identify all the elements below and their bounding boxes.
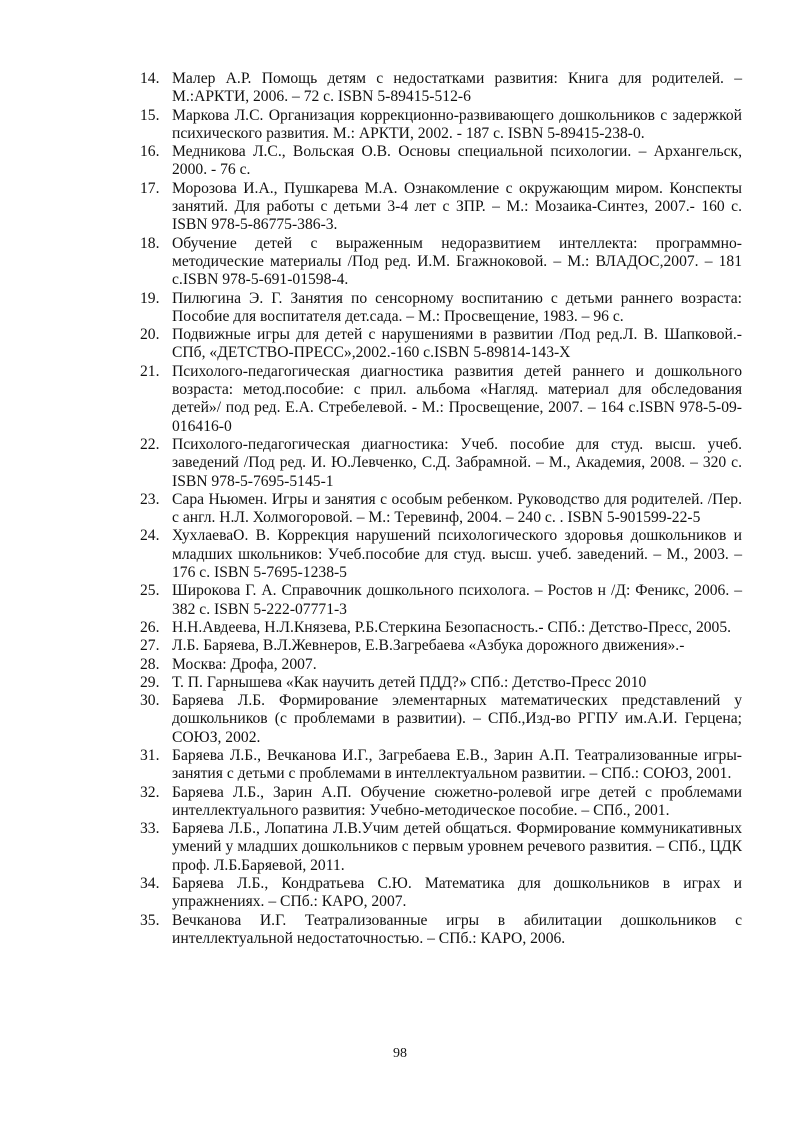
reference-number: 32. <box>140 783 160 801</box>
reference-item <box>140 674 742 692</box>
reference-text: Баряева Л.Б., Вечканова И.Г., Загребаева Е.В., Зарин А.П. Театрализованные игры-занятия с детьми с проблемами в интеллектуальном развитии. – СПб.: СОЮЗ, 2001. <box>172 746 742 783</box>
reference-number: 17. <box>140 179 160 197</box>
reference-number: 25. <box>140 582 160 600</box>
reference-number: 18. <box>140 234 160 252</box>
reference-number: 22. <box>140 435 160 453</box>
reference-item <box>140 912 742 949</box>
reference-number: 16. <box>140 143 160 161</box>
reference-item <box>140 875 742 912</box>
reference-text: Баряева Л.Б. Формирование элементарных математических представлений у дошкольников (с проблемами в развитии). – СПб.,Изд-во РГПУ им.А.И. Герцена; СОЮЗ, 2002. <box>172 692 742 746</box>
reference-item <box>140 326 742 363</box>
reference-number: 21. <box>140 362 160 380</box>
reference-text: Обучение детей с выраженным недоразвитием интеллекта: программно-методические материалы /Под ред. И.М. Бгажноковой. – М.: ВЛАДОС,2007. – 181 с.ISBN 978-5-691-01598-4. <box>172 234 742 289</box>
reference-item <box>140 784 742 821</box>
reference-text: Широкова Г. А. Справочник дошкольного психолога. – Ростов н /Д: Феникс, 2006. – 382 с. ISBN 5-222-07771-3 <box>172 582 742 618</box>
reference-number: 28. <box>140 655 160 673</box>
reference-number: 23. <box>140 490 160 508</box>
reference-item <box>140 491 742 528</box>
reference-item <box>140 363 742 436</box>
reference-number: 26. <box>140 618 160 636</box>
reference-item <box>140 436 742 491</box>
reference-text: Малер А.Р. Помощь детям с недостатками развития: Книга для родителей. – М.:АРКТИ, 2006. – 72 с. ISBN 5-89415-512-6 <box>172 70 742 106</box>
reference-text: Вечканова И.Г. Театрализованные игры в абилитации дошкольников с интеллектуальной недостаточностью. – СПб.: КАРО, 2006. <box>172 911 742 947</box>
reference-text: Т. П. Гарнышева «Как научить детей ПДД?» СПб.: Детство-Пресс 2010 <box>172 673 647 691</box>
reference-text: Н.Н.Авдеева, Н.Л.Князева, Р.Б.Стеркина Безопасность.- СПб.: Детство-Пресс, 2005. <box>172 618 732 636</box>
reference-text: Подвижные игры для детей с нарушениями в развитии /Под ред.Л. В. Шапковой.- СПб, «ДЕТСТВО-ПРЕСС»,2002.-160 с.ISBN 5-89814-143-Х <box>172 326 742 362</box>
reference-list <box>140 70 742 948</box>
reference-text: ХухлаеваО. В. Коррекция нарушений психологического здоровья дошкольников и младших школьников: Учеб.пособие для студ. высш. учеб. заведений. – М., 2003. – 176 с. ISBN 5-7695-1238-5 <box>172 527 742 582</box>
reference-text: Пилюгина Э. Г. Занятия по сенсорному воспитанию с детьми раннего возраста: Пособие для воспитателя дет.сада. – М.: Просвещение, 1983. – 96 с. <box>172 289 742 325</box>
reference-text: Москва: Дрофа, 2007. <box>172 655 317 673</box>
reference-text: Баряева Л.Б., Кондратьева С.Ю. Математика для дошкольников в играх и упражнениях. – СПб.: КАРО, 2007. <box>172 875 742 911</box>
reference-item <box>140 70 742 107</box>
reference-number: 24. <box>140 527 160 545</box>
reference-item <box>140 747 742 784</box>
reference-number: 31. <box>140 746 160 764</box>
reference-item <box>140 637 742 655</box>
reference-item <box>140 143 742 180</box>
reference-item <box>140 180 742 235</box>
reference-text: Морозова И.А., Пушкарева М.А. Ознакомление с окружающим миром. Конспекты занятий. Для работы с детьми 3-4 лет с ЗПР. – М.: Мозаика-Синтез, 2007.- 160 с. ISBN 978-5-86775-386-3. <box>172 179 742 234</box>
reference-item <box>140 527 742 582</box>
reference-text: Маркова Л.С. Организация коррекционно-развивающего дошкольников с задержкой психического развития. М.: АРКТИ, 2002. - 187 с. ISBN 5-89415-238-0. <box>172 106 742 142</box>
reference-number: 29. <box>140 673 160 691</box>
reference-item <box>140 619 742 637</box>
reference-number: 33. <box>140 820 160 838</box>
reference-number: 14. <box>140 70 160 87</box>
reference-text: Психолого-педагогическая диагностика развития детей раннего и дошкольного возраста: метод.пособие: с прил. альбома «Нагляд. материал для обследования детей»/ под ред. Е.А. Стребелевой. - М.: Просвещение, 2007. – 164 с.ISBN 978-5-09-016416-0 <box>172 362 742 435</box>
reference-text: Баряева Л.Б., Лопатина Л.В.Учим детей общаться. Формирование коммуникативных умений у младших дошкольников с первым уровнем речевого развития. – СПб., ЦДК проф. Л.Б.Баряевой, 2011. <box>172 820 742 874</box>
reference-number: 34. <box>140 875 160 893</box>
reference-item <box>140 235 742 290</box>
reference-number: 30. <box>140 692 160 710</box>
reference-number: 19. <box>140 289 160 307</box>
reference-text: Психолого-педагогическая диагностика: Учеб. пособие для студ. высш. учеб. заведений /Под ред. И. Ю.Левченко, С.Д. Забрамной. – М., Академия, 2008. – 320 с. ISBN 978-5-7695-5145-1 <box>172 435 742 490</box>
reference-text: Медникова Л.С., Вольская О.В. Основы специальной психологии. – Архангельск, 2000. - 76 с. <box>172 143 742 179</box>
reference-text: Баряева Л.Б., Зарин А.П. Обучение сюжетно-ролевой игре детей с проблемами интеллектуального развития: Учебно-методическое пособие. – СПб., 2001. <box>172 783 742 819</box>
page-number: 98 <box>393 1046 407 1061</box>
reference-number: 27. <box>140 637 160 655</box>
reference-text: Л.Б. Баряева, В.Л.Жевнеров, Е.В.Загребаева «Азбука дорожного движения».- <box>172 637 685 655</box>
reference-item <box>140 820 742 875</box>
reference-item <box>140 656 742 674</box>
reference-number: 35. <box>140 911 160 929</box>
reference-item <box>140 290 742 327</box>
reference-number: 15. <box>140 106 160 124</box>
reference-item <box>140 692 742 747</box>
reference-item <box>140 107 742 144</box>
reference-item <box>140 582 742 619</box>
reference-text: Сара Ньюмен. Игры и занятия с особым ребенком. Руководство для родителей. /Пер. с англ. Н.Л. Холмогоровой. – М.: Теревинф, 2004. – 240 с. . ISBN 5-901599-22-5 <box>172 490 742 527</box>
reference-number: 20. <box>140 326 160 344</box>
